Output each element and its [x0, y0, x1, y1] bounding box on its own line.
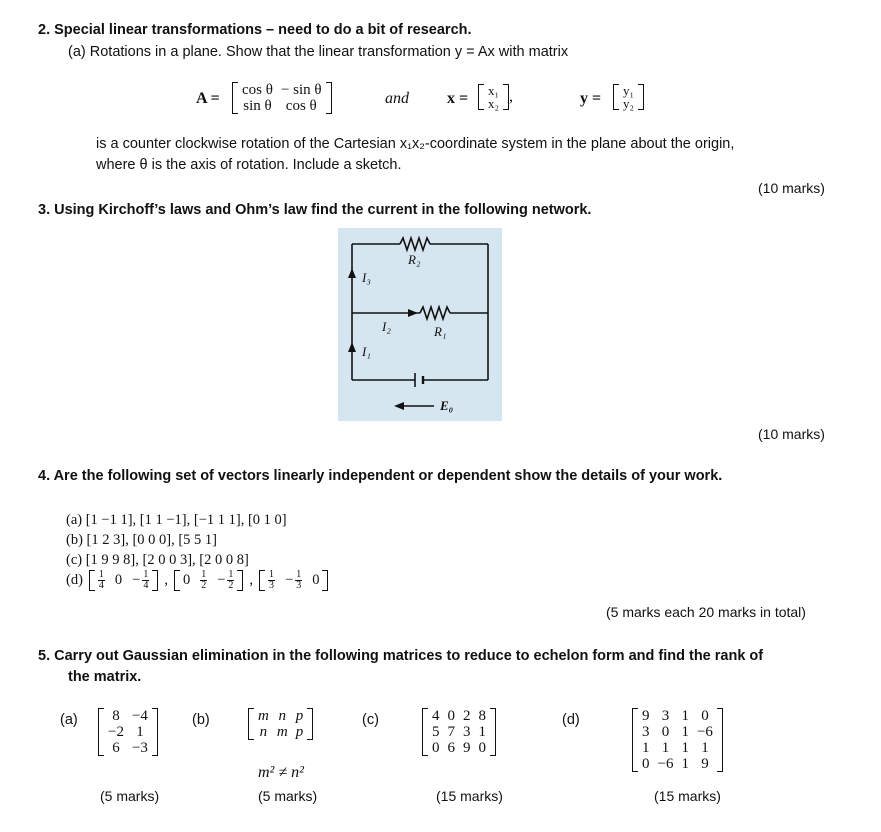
matrix-5b [248, 708, 313, 740]
matrix-5c [422, 708, 496, 756]
q5-heading-line1: 5. Carry out Gaussian elimination in the following matrices to reduce to echelon form and find the rank of [38, 648, 764, 664]
q2-line1: is a counter clockwise rotation of the Cartesian x₁x₂-coordinate system in the plane about the origin, [96, 136, 735, 152]
q5-d-cell: 9 [701, 756, 709, 772]
q2-heading: 2. Special linear transformations – need to do a bit of research. [38, 22, 472, 38]
label-I2: I₂ [382, 319, 391, 334]
q5-c-cell: 4 [432, 708, 440, 724]
q5-d-cell: 1 [681, 756, 689, 772]
q5-c-cell: 3 [463, 724, 471, 740]
q5-d-label: (d) [562, 712, 580, 728]
q5-b-cell: m [276, 724, 288, 740]
label-R2: R₂ [408, 252, 421, 267]
q2-A-cell: cos θ [285, 98, 317, 114]
q4-heading: 4. Are the following set of vectors linearly independent or dependent show the details of your work. [38, 468, 723, 484]
q5-d-cell: 1 [681, 740, 689, 756]
q5-c-cell: 0 [447, 708, 455, 724]
matrix-A [232, 82, 332, 114]
q5-b-cell: n [278, 708, 287, 724]
q5-c-cell: 8 [478, 708, 486, 724]
q2-A-cell: sin θ [243, 98, 272, 114]
q5-d-cell: 1 [642, 740, 650, 756]
label-R1: R₁ [434, 324, 447, 339]
q4-part-c: (c) [1 9 9 8], [2 0 0 3], [2 0 0 8] [66, 552, 249, 568]
label-I3: I₃ [362, 270, 371, 285]
q5-c-cell: 6 [447, 740, 455, 756]
q5-d-cell: 1 [681, 724, 689, 740]
q5-b-cell: p [295, 708, 304, 724]
q5-d-marks: (15 marks) [654, 788, 721, 804]
q5-c-marks: (15 marks) [436, 788, 503, 804]
q5-a-cell: 1 [136, 724, 144, 740]
label-I1: I₁ [362, 344, 371, 359]
q4-marks: (5 marks each 20 marks in total) [606, 604, 806, 620]
matrix-A-label: A = [196, 90, 220, 107]
matrix-5a [98, 708, 158, 756]
q5-c-cell: 1 [478, 724, 486, 740]
matrix-5d [632, 708, 723, 772]
q2-marks: (10 marks) [758, 180, 825, 196]
circuit-diagram [338, 228, 502, 426]
q5-b-cell: m [258, 708, 269, 724]
q5-heading-line2: the matrix. [68, 669, 142, 685]
q5-d-cell: 1 [661, 740, 670, 756]
q5-d-cell: 1 [681, 708, 689, 724]
q3-heading: 3. Using Kirchoff’s laws and Ohm’s law find the current in the following network. [38, 202, 592, 218]
q2-line2: where θ is the axis of rotation. Include a sketch. [96, 157, 402, 173]
q5-a-cell: −3 [131, 740, 148, 756]
q5-a-cell: −4 [131, 708, 148, 724]
q5-a-label: (a) [60, 712, 78, 728]
q2-x-cell: x₂ [488, 96, 500, 111]
vector-y [613, 84, 644, 110]
q5-d-cell: −6 [696, 724, 713, 740]
q5-a-cell: 6 [112, 740, 120, 756]
q5-b-condition: m² ≠ n² [258, 764, 304, 781]
q5-c-cell: 9 [463, 740, 471, 756]
vector-x-label: x = [447, 90, 469, 107]
q2-part-a: (a) Rotations in a plane. Show that the linear transformation y = Ax with matrix [68, 44, 569, 60]
q5-d-cell: 3 [661, 708, 670, 724]
q5-a-cell: 8 [112, 708, 120, 724]
q5-d-cell: 0 [642, 756, 650, 772]
q2-x-cell: x₁ [488, 83, 500, 98]
q5-d-cell: 0 [701, 708, 709, 724]
q5-b-cell: n [259, 724, 268, 740]
q5-a-cell: −2 [108, 724, 124, 740]
q5-c-cell: 7 [447, 724, 455, 740]
q5-c-cell: 2 [463, 708, 471, 724]
q2-A-cell: − sin θ [280, 82, 322, 98]
q5-d-cell: 1 [701, 740, 709, 756]
q5-b-label: (b) [192, 712, 210, 728]
and-word: and [385, 90, 409, 107]
q4-part-d: (d) 1 4 0 − $\frac{1}{4}$ , 0 1 2 − $\frac{1}{2}$ , 1 3 − $\frac{1}{3}$ 0 [66, 570, 328, 591]
q5-c-label: (c) [362, 712, 379, 728]
q2-y-cell: y₂ [623, 96, 635, 111]
q5-c-cell: 0 [478, 740, 486, 756]
q4-part-d-label: (d) [66, 572, 83, 588]
q5-c-cell: 5 [432, 724, 440, 740]
vector-y-label: y = [580, 90, 602, 107]
q5-b-marks: (5 marks) [258, 788, 318, 804]
q3-marks: (10 marks) [758, 426, 825, 442]
q5-a-marks: (5 marks) [100, 788, 160, 804]
q5-d-cell: 9 [642, 708, 650, 724]
q2-y-cell: y₁ [623, 83, 635, 98]
vector-x: x₁ x₂ , [478, 84, 513, 110]
q5-d-cell: −6 [657, 756, 674, 772]
q5-d-cell: 3 [642, 724, 650, 740]
q4-part-a: (a) [1 −1 1], [1 1 −1], [−1 1 1], [0 1 0] [66, 512, 287, 528]
q5-d-cell: 0 [661, 724, 670, 740]
q5-c-cell: 0 [432, 740, 440, 756]
q2-A-cell: cos θ [242, 82, 273, 98]
q4-part-b: (b) [1 2 3], [0 0 0], [5 5 1] [66, 532, 218, 548]
q5-b-cell: p [295, 724, 304, 740]
label-E0: E₀ [440, 398, 454, 413]
